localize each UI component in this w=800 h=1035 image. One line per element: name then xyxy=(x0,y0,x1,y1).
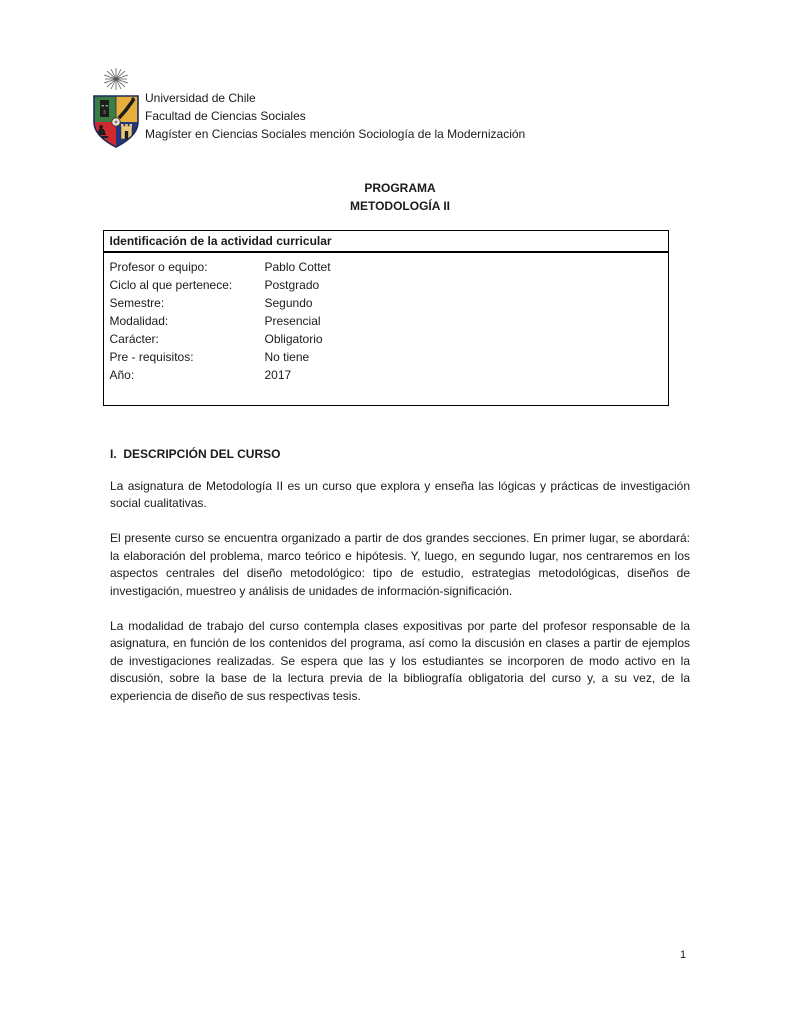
field-value: Postgrado xyxy=(264,278,320,292)
crest-face xyxy=(100,100,109,117)
paragraph-1: La asignatura de Metodología II es un curso que explora y enseña las lógicas y prácticas de investigación social cualitativas. xyxy=(110,478,690,510)
letterhead xyxy=(145,89,525,143)
title-course: METODOLOGÍA II xyxy=(349,199,450,213)
field-label: Carácter: xyxy=(109,332,159,346)
field-row-caracter xyxy=(110,330,664,348)
identification-table-body xyxy=(103,252,669,406)
university-crest-icon xyxy=(90,66,142,150)
identification-table-header: Identificación de la actividad curricular xyxy=(103,230,669,252)
field-label: Ciclo al que pertenece: xyxy=(109,278,233,292)
field-row-modalidad xyxy=(110,312,664,330)
field-value: Obligatorio xyxy=(264,332,323,346)
field-label: Profesor o equipo: xyxy=(109,260,208,274)
field-label: Año: xyxy=(109,368,135,382)
field-value: Segundo xyxy=(264,296,313,310)
letterhead-university: Universidad de Chile xyxy=(145,91,256,105)
field-label: Pre - requisitos: xyxy=(109,350,194,364)
field-value: Presencial xyxy=(264,314,321,328)
section-descripcion xyxy=(110,446,690,723)
field-value: No tiene xyxy=(264,350,310,364)
field-row-prerequisitos xyxy=(110,348,664,366)
field-row-profesor xyxy=(110,258,664,276)
paragraph-2: El presente curso se encuentra organizado a partir de dos grandes secciones. En primer lugar, se abordará: la elaboración del problema, marco teórico e hipótesis. Y, luego, en segundo lugar, nos centraremos en los aspectos centrales del diseño metodológico: tipo de estudio, estrategias metodológicas, diseños de investigación, muestreo y análisis de unidades de información-significación. xyxy=(110,531,690,598)
title-programa: PROGRAMA xyxy=(364,181,436,195)
field-row-ano xyxy=(110,366,664,384)
field-value: 2017 xyxy=(264,368,292,382)
field-row-ciclo xyxy=(110,276,664,294)
field-value: Pablo Cottet xyxy=(264,260,331,274)
letterhead-program: Magíster en Ciencias Sociales mención Sociología de la Modernización xyxy=(145,127,526,141)
section-heading: I. DESCRIPCIÓN DEL CURSO xyxy=(110,447,281,461)
page-number: 1 xyxy=(680,949,687,961)
paragraph-3: La modalidad de trabajo del curso contempla clases expositivas por parte del profesor responsable de la asignatura, en función de los contenidos del programa, así como la discusión en clases a partir de ejemplos de investigaciones realizadas. Se espera que las y los estudiantes se incorporen de modo activo en la discusión, sobre la base de la lectura previa de la bibliografía obligatoria del curso y, a su vez, de la experiencia de diseño de sus respectivas tesis. xyxy=(110,618,690,703)
letterhead-faculty: Facultad de Ciencias Sociales xyxy=(145,109,306,123)
document-title xyxy=(0,179,800,215)
field-label: Semestre: xyxy=(109,296,165,310)
field-label: Modalidad: xyxy=(109,314,169,328)
identification-table xyxy=(103,230,669,406)
field-row-semestre xyxy=(110,294,664,312)
crest-starburst xyxy=(104,68,128,90)
